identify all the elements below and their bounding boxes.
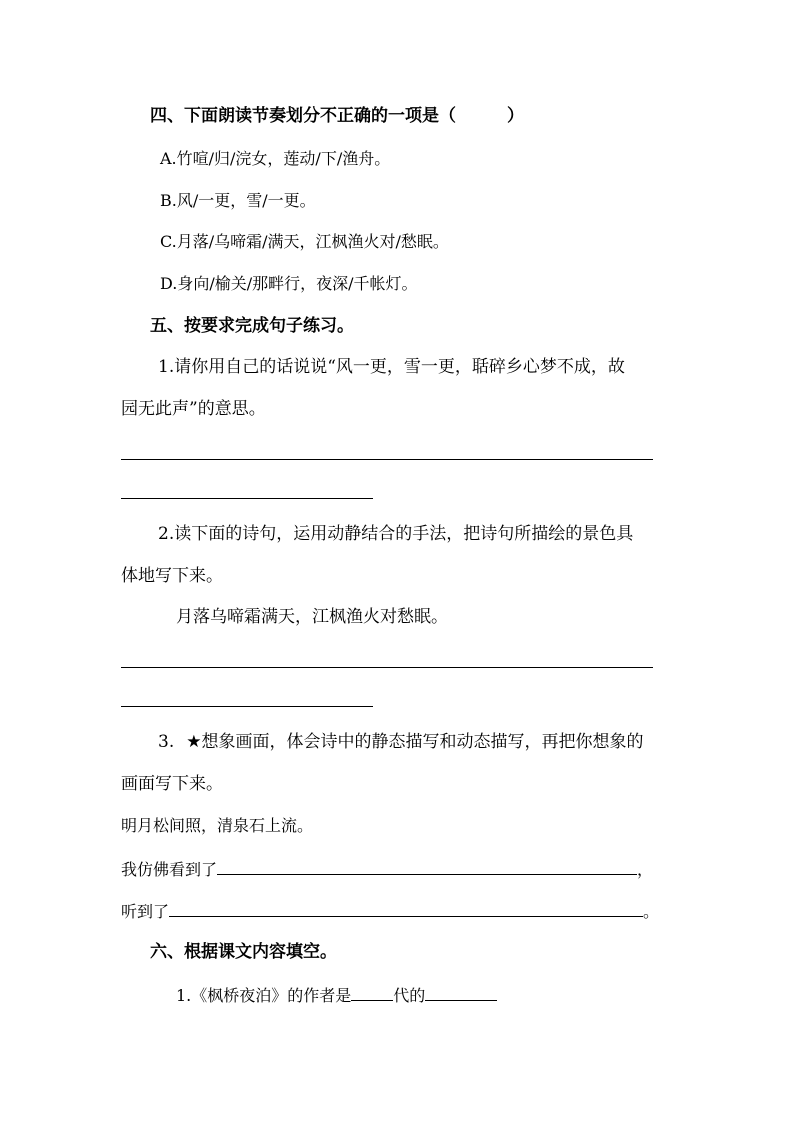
q3-hear-line <box>121 900 659 922</box>
q3-poem: 明月松间照，清泉石上流。 <box>121 816 314 835</box>
q2-line-2: 体地写下来。 <box>121 566 223 586</box>
option-a: A.竹喧/归/浣女，莲动/下/渔舟。 <box>160 149 391 168</box>
q3-line-1 <box>158 732 643 752</box>
section-4-heading: 四、下面朗读节奏划分不正确的一项是（ ） <box>150 106 524 126</box>
q3-text: 想象画面，体会诗中的静态描写和动态描写，再把你想象的 <box>201 732 644 752</box>
s6-q1-part1: 1.《枫桥夜泊》的作者是 <box>176 986 352 1005</box>
q3-number: 3. <box>158 732 175 752</box>
q3-line-2: 画面写下来。 <box>121 774 223 794</box>
q2-answer-line-2[interactable] <box>121 706 373 707</box>
q3-see-blank[interactable] <box>217 858 637 875</box>
q3-hear-end: 。 <box>643 902 660 921</box>
section-5-heading: 五、按要求完成句子练习。 <box>150 316 354 336</box>
s6-q1-blank-dynasty[interactable] <box>351 984 393 1001</box>
q3-see-line <box>121 858 653 880</box>
option-b: B.风/一更，雪/一更。 <box>160 191 316 210</box>
option-c: C.月落/乌啼霜/满天，江枫渔火对/愁眠。 <box>160 232 449 251</box>
q3-see-end: ， <box>637 860 654 879</box>
star-icon: ★ <box>186 732 202 752</box>
q3-see-label: 我仿佛看到了 <box>121 860 218 879</box>
q3-hear-label: 听到了 <box>121 902 170 921</box>
q1-line-2: 园无此声”的意思。 <box>121 399 266 419</box>
s6-q1-blank-author[interactable] <box>425 984 497 1001</box>
q1-line-1: 1.请你用自己的话说说“风一更，雪一更，聒碎乡心梦不成，故 <box>158 357 625 377</box>
q2-poem: 月落乌啼霜满天，江枫渔火对愁眠。 <box>176 607 448 627</box>
q1-answer-line-1[interactable] <box>121 459 653 460</box>
q1-answer-line-2[interactable] <box>121 498 373 499</box>
section-6-heading: 六、根据课文内容填空。 <box>150 942 337 962</box>
q3-hear-blank[interactable] <box>169 900 643 917</box>
s6-q1-part2: 代的 <box>393 986 426 1005</box>
s6-q1-line <box>176 984 497 1006</box>
q2-answer-line-1[interactable] <box>121 667 653 668</box>
option-d: D.身向/榆关/那畔行，夜深/千帐灯。 <box>160 274 418 293</box>
q2-line-1: 2.读下面的诗句，运用动静结合的手法，把诗句所描绘的景色具 <box>158 524 634 544</box>
